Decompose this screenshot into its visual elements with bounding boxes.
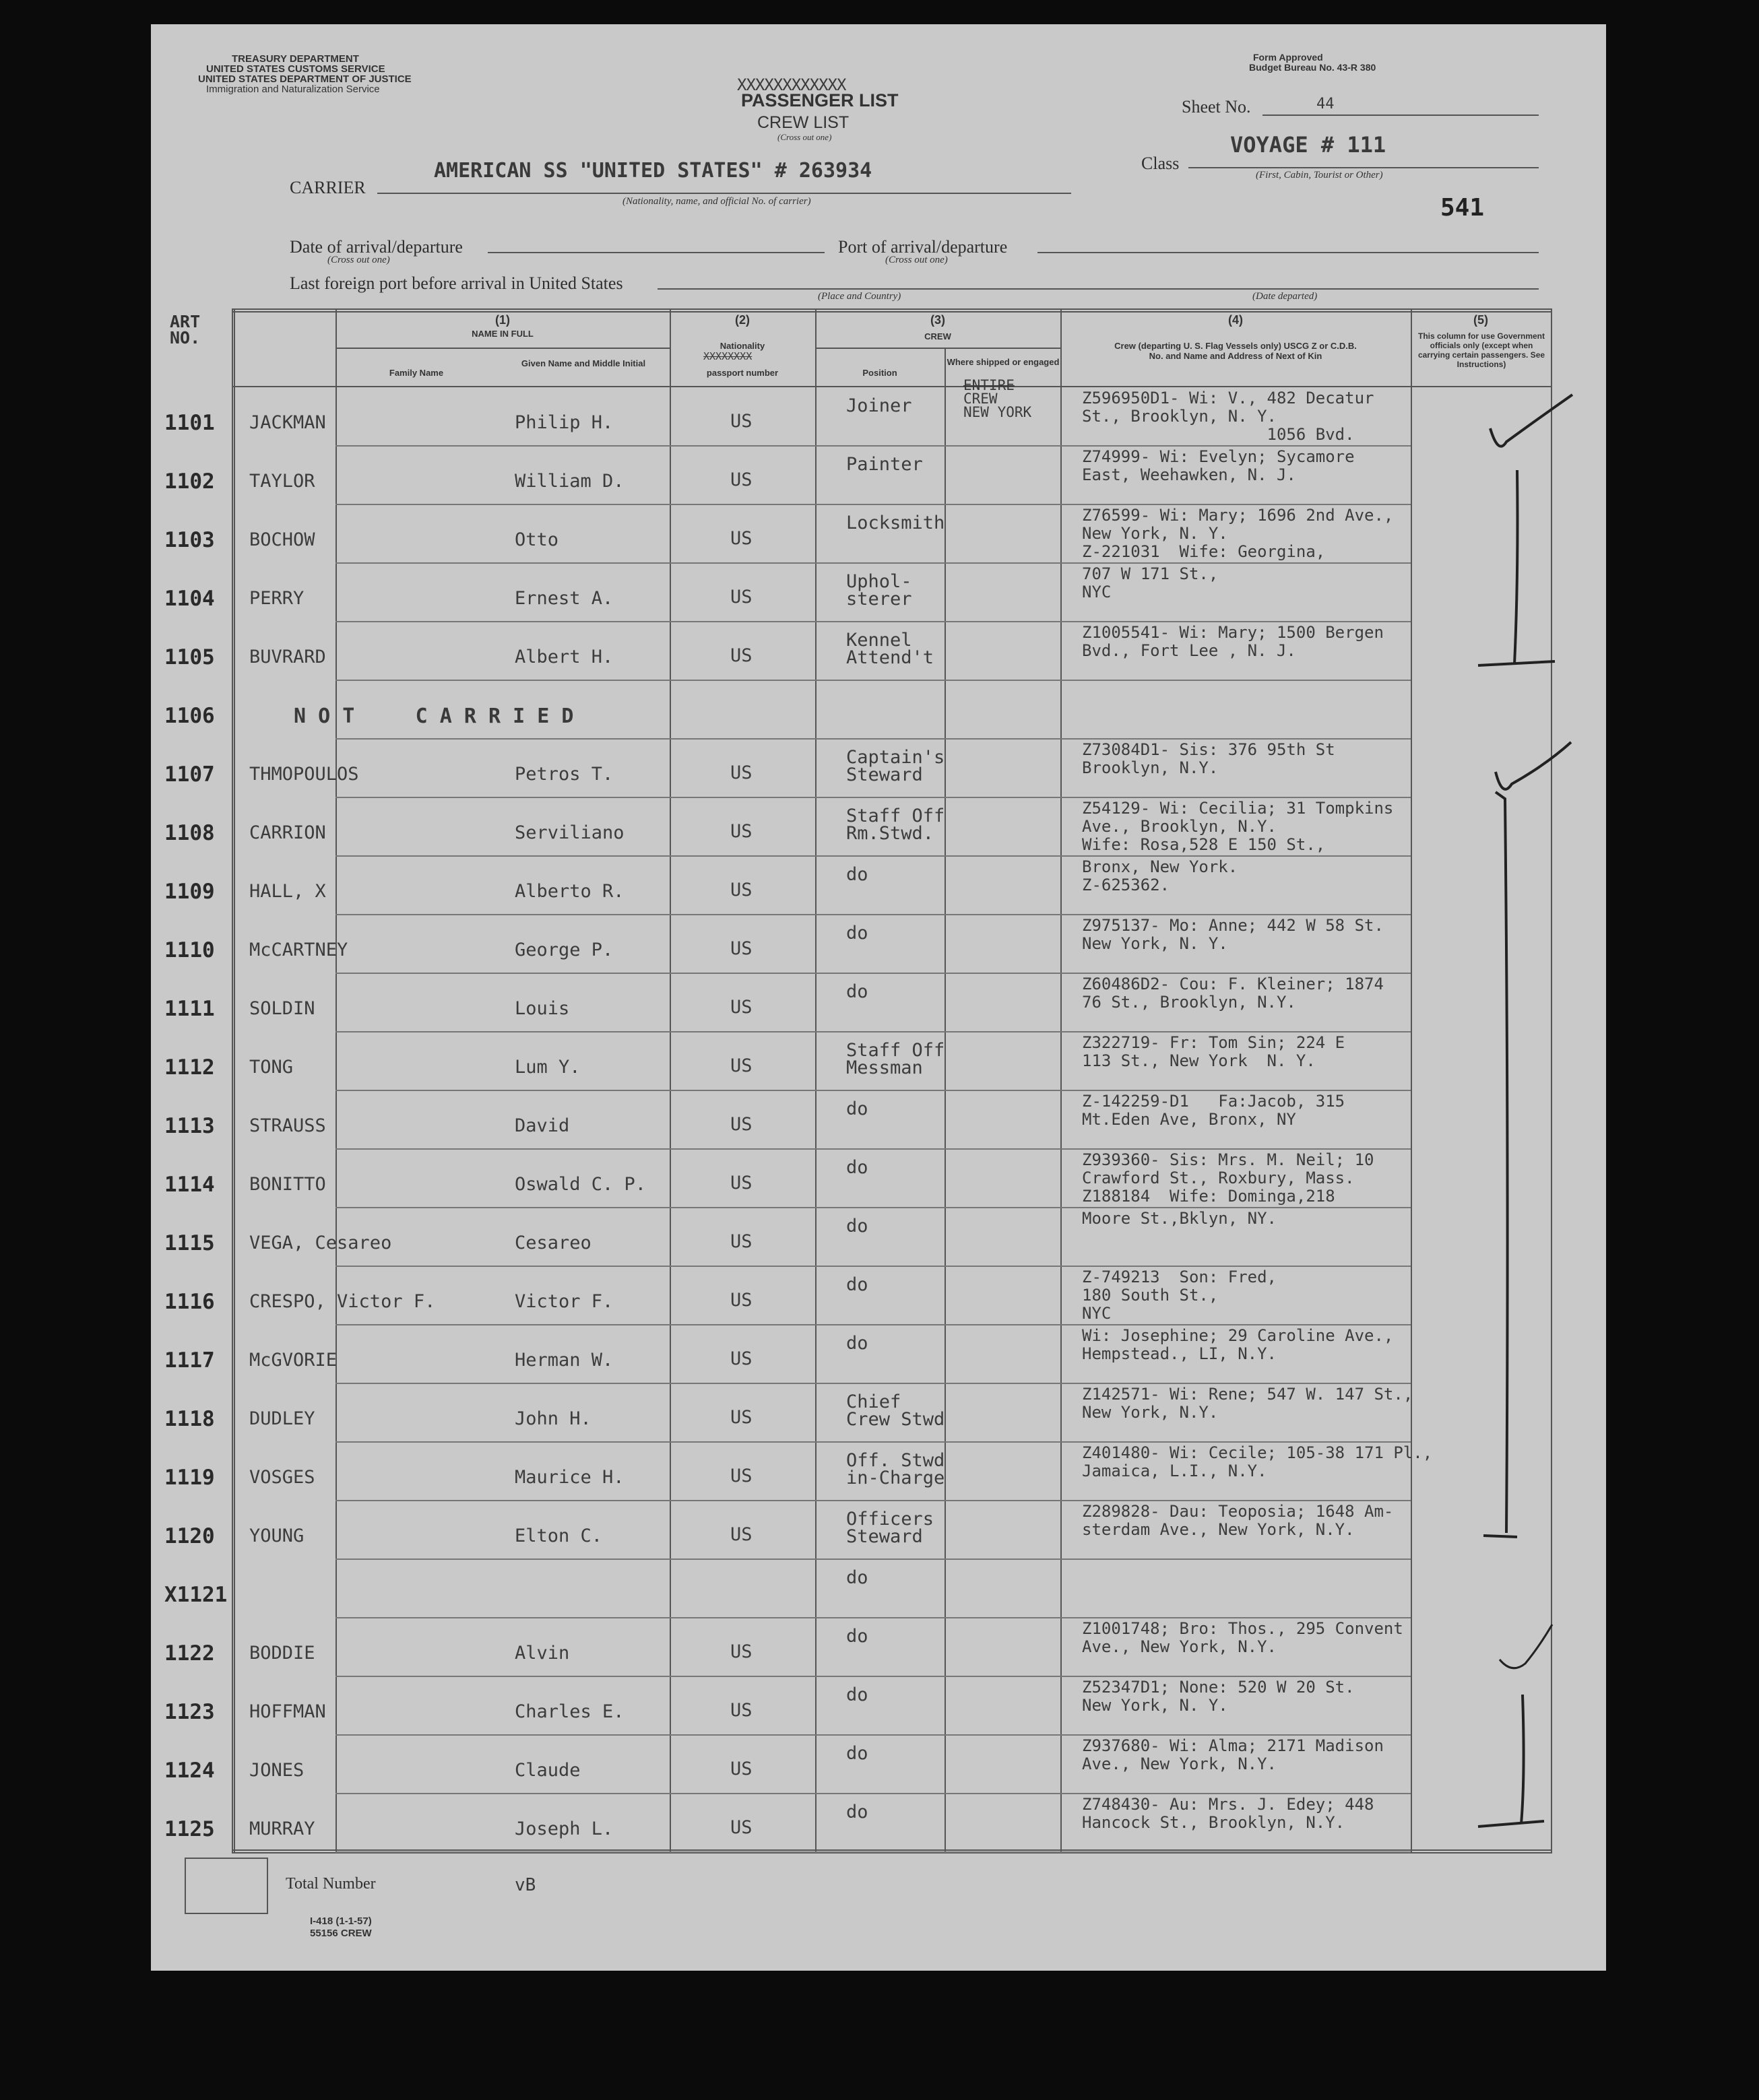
col2-number: (2) [735, 313, 750, 327]
class-label: Class [1141, 154, 1180, 173]
nationality: US [730, 1641, 753, 1662]
nationality: US [730, 880, 753, 900]
form-approved-line-1: Form Approved [1253, 52, 1323, 63]
nationality: US [730, 1524, 753, 1545]
crew-position: Chief Crew Stwd [846, 1391, 945, 1430]
col4-title: Crew (departing U. S. Flag Vessels only) USCG Z or C.D.B. No. and Name and Address of Next of Kin [1114, 341, 1357, 361]
art-number: 1119 [164, 1466, 215, 1490]
next-of-kin: Z1005541- Wi: Mary; 1500 Bergen Bvd., Fort Lee , N. J. [1082, 623, 1384, 660]
next-of-kin: Z142571- Wi: Rene; 547 W. 147 St., New York, N.Y. [1082, 1385, 1413, 1422]
next-of-kin: Wi: Josephine; 29 Caroline Ave., Hempstead., LI, N.Y. [1082, 1326, 1394, 1363]
voyage-value: VOYAGE # 111 [1230, 132, 1386, 158]
art-number: 1123 [164, 1700, 215, 1724]
next-of-kin: Z60486D2- Cou: F. Kleiner; 1874 76 St., Brooklyn, N.Y. [1082, 975, 1384, 1012]
given-name: Lum Y. [515, 1057, 581, 1078]
class-note: (First, Cabin, Tourist or Other) [1256, 170, 1383, 181]
page-stamp-number: 541 [1440, 194, 1485, 222]
col3-number: (3) [930, 313, 945, 327]
bracket-1108-1120 [1483, 792, 1517, 1537]
port-note: (Cross out one) [885, 255, 948, 265]
crew-position: Locksmith [846, 513, 945, 533]
family-name: MURRAY [249, 1818, 315, 1839]
crew-position: Staff Off Messman [846, 1040, 945, 1078]
next-of-kin: Z939360- Sis: Mrs. M. Neil; 10 Crawford St., Roxbury, Mass. Z188184 Wife: Dominga,218 [1082, 1150, 1374, 1206]
art-number: 1105 [164, 645, 215, 669]
next-of-kin: Z73084D1- Sis: 376 95th St Brooklyn, N.Y. [1082, 740, 1335, 777]
crew-position: do [846, 1333, 868, 1354]
art-number: 1117 [164, 1348, 215, 1373]
crew-position: do [846, 864, 868, 885]
position-header: Position [862, 368, 897, 378]
art-number: X1121 [164, 1583, 228, 1607]
art-number: 1112 [164, 1055, 215, 1080]
crew-position: do [846, 1216, 868, 1237]
foreign-port-label: Last foreign port before arrival in United States [290, 273, 623, 293]
art-number: 1107 [164, 762, 215, 787]
art-number: 1118 [164, 1407, 215, 1431]
crew-position: do [846, 1684, 868, 1705]
nationality: US [730, 1114, 753, 1135]
family-name: BUVRARD [249, 647, 326, 667]
check-mark-1122 [1500, 1625, 1552, 1668]
art-number: 1120 [164, 1524, 215, 1548]
family-name: BONITTO [249, 1174, 326, 1195]
art-number: 1114 [164, 1173, 215, 1197]
carrier-label: CARRIER [290, 178, 366, 197]
col5-title: This column for use Government officials only (except when carrying certain passengers. See Instructions) [1417, 331, 1545, 369]
family-name: HOFFMAN [249, 1701, 326, 1722]
family-name: PERRY [249, 588, 305, 609]
nationality: US [730, 645, 753, 666]
nationality: US [730, 938, 753, 959]
crew-list-title: CREW LIST [757, 113, 850, 132]
place-note: (Place and Country) [818, 291, 901, 302]
given-name: Oswald C. P. [515, 1174, 647, 1195]
given-name: David [515, 1115, 570, 1136]
art-number: 1124 [164, 1759, 215, 1783]
given-name: Victor F. [515, 1291, 614, 1312]
col5-number: (5) [1473, 313, 1488, 327]
art-number: 1111 [164, 997, 215, 1021]
next-of-kin: Z1001748; Bro: Thos., 295 Convent Ave., New York, N.Y. [1082, 1619, 1403, 1656]
crew-position: do [846, 1274, 868, 1295]
next-of-kin: Z289828- Dau: Teoposia; 1648 Am- sterdam Ave., New York, N.Y. [1082, 1502, 1394, 1539]
given-name: Herman W. [515, 1350, 614, 1371]
crew-position: do [846, 1626, 868, 1647]
given-name: George P. [515, 940, 614, 960]
form-approved-line-2: Budget Bureau No. 43-R 380 [1249, 62, 1376, 73]
next-of-kin: Z937680- Wi: Alma; 2171 Madison Ave., New York, N.Y. [1082, 1736, 1384, 1773]
family-name: TAYLOR [249, 471, 315, 492]
crossed-out-title: XXXXXXXXXXXX [737, 75, 846, 94]
given-name: Philip H. [515, 412, 614, 433]
art-number: 1110 [164, 938, 215, 962]
crew-position: Staff Off Rm.Stwd. [846, 806, 945, 844]
given-name: William D. [515, 471, 625, 492]
family-name-header: Family Name [389, 368, 444, 378]
given-name: Maurice H. [515, 1467, 625, 1488]
next-of-kin: Z54129- Wi: Cecilia; 31 Tompkins Ave., Brooklyn, N.Y. Wife: Rosa,528 E 150 St., [1082, 799, 1394, 854]
art-number: 1122 [164, 1641, 215, 1666]
agency-line-2: UNITED STATES CUSTOMS SERVICE [206, 63, 385, 75]
crew-position: Uphol- sterer [846, 571, 912, 610]
given-name: Charles E. [515, 1701, 625, 1722]
given-name: Claude [515, 1760, 581, 1781]
nationality: US [730, 1700, 753, 1721]
shipped-stamp-struck: ENTIRE [963, 377, 1015, 393]
art-number: 1109 [164, 880, 215, 904]
shipped-stamp-port: NEW YORK [963, 404, 1032, 420]
given-name-header: Given Name and Middle Initial [521, 358, 646, 368]
art-number: 1102 [164, 469, 215, 494]
family-name: TONG [249, 1057, 294, 1078]
check-mark-1101 [1490, 395, 1572, 447]
carrier-value: AMERICAN SS "UNITED STATES" # 263934 [434, 159, 872, 183]
crew-position: do [846, 1802, 868, 1823]
family-name: THMOPOULOS [249, 764, 359, 785]
next-of-kin: Z975137- Mo: Anne; 442 W 58 St. New York, N. Y. [1082, 916, 1384, 953]
family-name: YOUNG [249, 1525, 305, 1546]
nationality: US [730, 1466, 753, 1486]
nationality: US [730, 1055, 753, 1076]
inspector-initials: vB [515, 1875, 536, 1895]
next-of-kin: Z74999- Wi: Evelyn; Sycamore East, Weehawken, N. J. [1082, 447, 1355, 484]
family-name: CARRION [249, 822, 326, 843]
crew-position: do [846, 1157, 868, 1178]
art-number: 1116 [164, 1290, 215, 1314]
crew-position: Painter [846, 454, 923, 475]
check-mark-1107 [1496, 742, 1571, 789]
next-of-kin: Z52347D1; None: 520 W 20 St. New York, N. Y. [1082, 1678, 1355, 1715]
form-code: 55156 CREW [310, 1928, 372, 1939]
crew-position: Off. Stwd in-Charge [846, 1450, 945, 1488]
bracket-1102-1105 [1478, 470, 1555, 665]
next-of-kin: 707 W 171 St., NYC [1082, 564, 1219, 601]
family-name: McGVORIE [249, 1350, 338, 1371]
not-carried-stamp: N O T C A R R I E D [294, 704, 574, 728]
title-crossout-note: (Cross out one) [777, 132, 832, 142]
nationality: US [730, 1407, 753, 1428]
sheet-label: Sheet No. [1182, 97, 1251, 117]
date-departed-note: (Date departed) [1252, 291, 1318, 302]
next-of-kin: Moore St.,Bklyn, NY. [1082, 1209, 1277, 1228]
manifest-sheet [151, 24, 1606, 1971]
nationality: US [730, 411, 753, 432]
nationality: US [730, 1759, 753, 1779]
next-of-kin: Z-749213 Son: Fred, 180 South St., NYC [1082, 1268, 1277, 1323]
next-of-kin: Z596950D1- Wi: V., 482 Decatur St., Brooklyn, N. Y. 1056 Bvd. [1082, 389, 1374, 444]
family-name: SOLDIN [249, 998, 315, 1019]
given-name: Alberto R. [515, 881, 625, 902]
art-number: 1106 [164, 704, 215, 728]
art-number: 1108 [164, 821, 215, 845]
crew-position: Joiner [846, 395, 912, 416]
shipped-stamp-crew: CREW [963, 391, 998, 407]
family-name: BODDIE [249, 1643, 315, 1664]
given-name: Petros T. [515, 764, 614, 785]
family-name: CRESPO, Victor F. [249, 1291, 436, 1312]
col2-title: Nationality [719, 341, 765, 351]
next-of-kin: Bronx, New York. Z-625362. [1082, 857, 1238, 894]
agency-line-3: UNITED STATES DEPARTMENT OF JUSTICE [198, 73, 412, 85]
nationality: US [730, 1348, 753, 1369]
family-name: BOCHOW [249, 529, 315, 550]
col4-number: (4) [1228, 313, 1243, 327]
next-of-kin: Z748430- Au: Mrs. J. Edey; 448 Hancock St., Brooklyn, N.Y. [1082, 1795, 1374, 1832]
crew-position: do [846, 923, 868, 944]
art-number: 1104 [164, 587, 215, 611]
art-number: 1115 [164, 1231, 215, 1255]
nationality: US [730, 1290, 753, 1311]
given-name: Serviliano [515, 822, 625, 843]
nationality: US [730, 587, 753, 608]
given-name: John H. [515, 1408, 591, 1429]
shipped-header: Where shipped or engaged [947, 357, 1060, 367]
passenger-list-title: PASSENGER LIST [741, 90, 899, 110]
family-name: STRAUSS [249, 1115, 326, 1136]
port-label: Port of arrival/departure [838, 237, 1008, 257]
crew-position: Kennel Attend't [846, 630, 934, 668]
nationality: US [730, 1817, 753, 1838]
family-name: HALL, X [249, 881, 326, 902]
family-name: JONES [249, 1760, 305, 1781]
given-name: Albert H. [515, 647, 614, 667]
agency-line-4: Immigration and Naturalization Service [206, 84, 380, 95]
crew-position: do [846, 1567, 868, 1588]
next-of-kin: Z-142259-D1 Fa:Jacob, 315 Mt.Eden Ave, Bronx, NY [1082, 1092, 1345, 1129]
given-name: Cesareo [515, 1233, 591, 1253]
col1-title: NAME IN FULL [472, 329, 534, 339]
next-of-kin: Z322719- Fr: Tom Sin; 224 E 113 St., New York N. Y. [1082, 1033, 1345, 1070]
family-name: VEGA, Cesareo [249, 1233, 392, 1253]
carrier-note: (Nationality, name, and official No. of carrier) [622, 196, 811, 207]
crew-position: Officers Steward [846, 1509, 934, 1547]
given-name: Otto [515, 529, 559, 550]
given-name: Louis [515, 998, 570, 1019]
given-name: Joseph L. [515, 1818, 614, 1839]
art-number: 1113 [164, 1114, 215, 1138]
nationality: US [730, 1231, 753, 1252]
art-no-header: ART NO. [170, 312, 201, 348]
crew-position: do [846, 1098, 868, 1119]
agency-line-1: TREASURY DEPARTMENT [232, 53, 359, 65]
nationality: US [730, 762, 753, 783]
col2-struck: XXXXXXXX [703, 350, 753, 362]
form-id: I-418 (1-1-57) [310, 1915, 372, 1927]
col2-subtitle: passport number [706, 368, 779, 378]
crew-position: do [846, 981, 868, 1002]
date-label: Date of arrival/departure [290, 237, 463, 257]
col3-title: CREW [924, 331, 951, 341]
family-name: VOSGES [249, 1467, 315, 1488]
next-of-kin: Z76599- Wi: Mary; 1696 2nd Ave., New York, N. Y. Z-221031 Wife: Georgina, [1082, 506, 1394, 561]
nationality: US [730, 997, 753, 1018]
family-name: McCARTNEY [249, 940, 348, 960]
nationality: US [730, 821, 753, 842]
nationality: US [730, 469, 753, 490]
sheet-number: 44 [1316, 96, 1335, 112]
nationality: US [730, 1173, 753, 1193]
next-of-kin: Z401480- Wi: Cecile; 105-38 171 Pl., Jamaica, L.I., N.Y. [1082, 1443, 1433, 1480]
total-number-box [185, 1858, 268, 1914]
crew-position: do [846, 1743, 868, 1764]
given-name: Elton C. [515, 1525, 603, 1546]
col1-number: (1) [495, 313, 510, 327]
art-number: 1103 [164, 528, 215, 552]
handwritten-marks [151, 24, 1606, 1971]
given-name: Alvin [515, 1643, 570, 1664]
family-name: JACKMAN [249, 412, 326, 433]
total-number-label: Total Number [286, 1875, 376, 1893]
crew-position: Captain's Steward [846, 747, 945, 785]
family-name: DUDLEY [249, 1408, 315, 1429]
bracket-1123-1125 [1478, 1695, 1544, 1827]
art-number: 1101 [164, 411, 215, 435]
art-number: 1125 [164, 1817, 215, 1841]
given-name: Ernest A. [515, 588, 614, 609]
nationality: US [730, 528, 753, 549]
date-note: (Cross out one) [327, 255, 390, 265]
